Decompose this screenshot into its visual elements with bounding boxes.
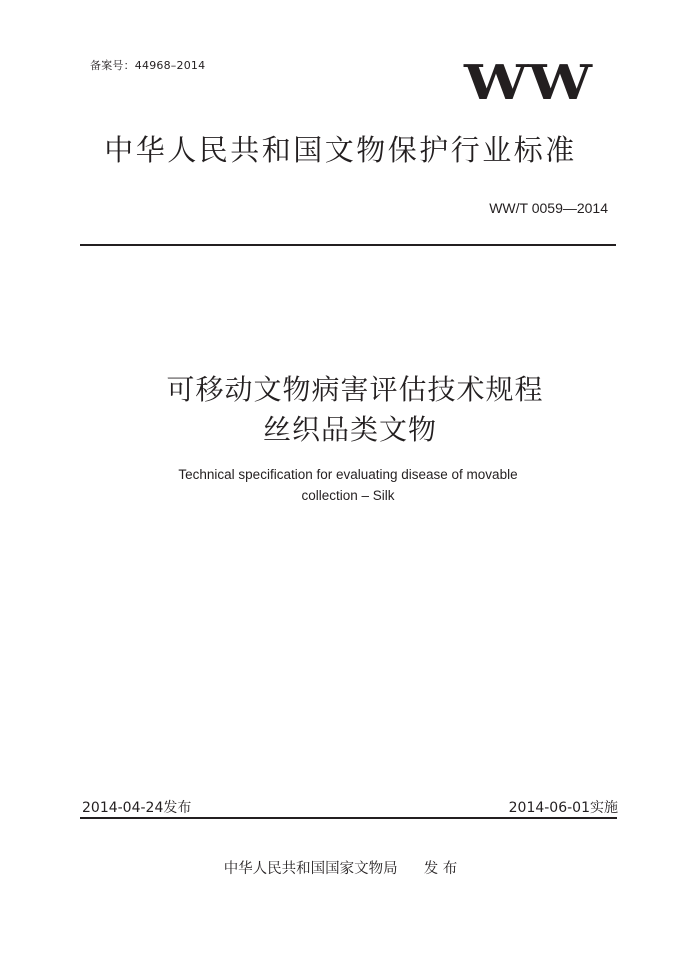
issuer-line xyxy=(0,857,681,878)
document-title-zh-line2: 丝织品类文物 xyxy=(262,413,437,446)
ww-logo xyxy=(462,56,594,106)
implementation-date: 2014-06-01实施 xyxy=(508,800,618,816)
industry-standard-title: 中华人民共和国文物保护行业标准 xyxy=(104,133,577,167)
issue-date: 2014-04-24发布 xyxy=(82,800,192,816)
standard-code: WW/T 0059—2014 xyxy=(489,200,608,216)
bottom-divider xyxy=(80,817,617,819)
top-divider xyxy=(80,244,616,246)
issuer-name: 中华人民共和国国家文物局 xyxy=(223,861,398,877)
document-title-zh-line1: 可移动文物病害评估技术规程 xyxy=(166,373,544,406)
ww-logo-text: WW xyxy=(462,56,594,106)
document-title-en-line1: Technical specification for evaluating disease of movable xyxy=(178,467,518,482)
record-number: 备案号：44968–2014 xyxy=(90,59,206,72)
issuer-verb: 发 布 xyxy=(423,861,458,877)
document-title-en-line2: collection – Silk xyxy=(301,488,395,503)
